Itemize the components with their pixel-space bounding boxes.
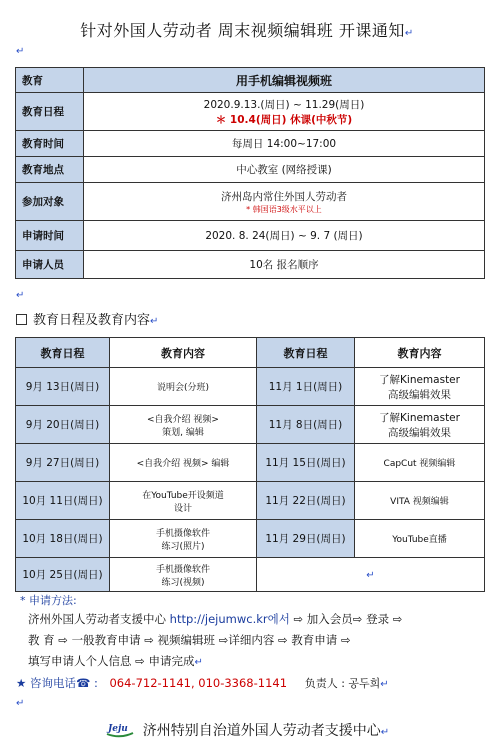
paragraph-mark: ↵ xyxy=(16,290,25,301)
content-line: 策划, 编辑 xyxy=(162,427,204,438)
row-content-right xyxy=(355,520,485,558)
section-title-text: 教育日程及教育内容 xyxy=(33,313,151,328)
empty-cell xyxy=(257,558,485,592)
content-line: YouTube直播 xyxy=(392,535,447,545)
row-date-right: 11月 8日(周日) xyxy=(257,406,355,444)
row-date-right: 11月 22日(周日) xyxy=(257,482,355,520)
content-line: 了解Kinemaster xyxy=(379,411,460,424)
people-value: 10名 报名顺序 xyxy=(84,251,485,279)
table-row xyxy=(16,482,485,520)
paragraph-mark: ↵ xyxy=(380,679,389,690)
contact-label: ★ 咨询电话☎ : xyxy=(16,676,98,690)
row-date-left: 9月 13日(周日) xyxy=(16,368,110,406)
col-header-content-1: 教育内容 xyxy=(110,338,257,368)
paragraph-mark: ↵ xyxy=(150,316,159,327)
paragraph-mark: ↵ xyxy=(380,727,390,738)
target-line1: 济州岛内常住外国人劳动者 xyxy=(221,190,347,203)
content-line: 高级编辑效果 xyxy=(388,388,451,401)
content-line: 说明会(分班) xyxy=(156,383,210,393)
apply-line-3 xyxy=(28,653,203,669)
content-line: 练习(视频) xyxy=(161,577,205,588)
page-title xyxy=(0,18,494,41)
row-content-left xyxy=(110,444,257,482)
info-header-value: 用手机编辑视频班 xyxy=(84,68,485,93)
center-url-link[interactable]: http://jejumwc.kr에서 xyxy=(169,612,290,626)
people-label: 申请人员 xyxy=(16,251,84,279)
contact-line xyxy=(16,675,389,691)
schedule-line2: ＊ 10.4(周日) 休课(中秋节) xyxy=(215,113,353,126)
place-label: 教育地点 xyxy=(16,157,84,183)
title-text: 针对外国人劳动者 周末视频编辑班 开课通知 xyxy=(80,21,405,40)
apply-line-2: 教 育 ⇨ 一般教育申请 ⇨ 视频编辑班 ⇨详细内容 ⇨ 教育申请 ⇨ xyxy=(28,633,351,647)
content-line: 练习(照片) xyxy=(161,541,205,552)
row-date-left: 10月 25日(周日) xyxy=(16,558,110,592)
table-row xyxy=(16,444,485,482)
col-header-date-2: 教育日程 xyxy=(257,338,355,368)
row-content-left xyxy=(110,406,257,444)
apply-line-1 xyxy=(28,611,402,627)
schedule-table xyxy=(15,337,485,592)
table-row xyxy=(16,406,485,444)
content-line: <自我介绍 视频> 编辑 xyxy=(136,459,230,469)
info-table xyxy=(15,67,485,279)
apply-steps-3: 填写申请人个人信息 ⇨ 申请完成 xyxy=(28,654,195,668)
checkbox-icon xyxy=(16,314,27,325)
info-header-label: 教育 xyxy=(16,68,84,93)
row-content-right xyxy=(355,444,485,482)
target-value xyxy=(84,183,485,221)
row-date-right: 11月 15日(周日) xyxy=(257,444,355,482)
row-date-left: 9月 27日(周日) xyxy=(16,444,110,482)
time-label: 教育时间 xyxy=(16,131,84,157)
time-value: 每周日 14:00~17:00 xyxy=(84,131,485,157)
content-line: 手机摄像软件 xyxy=(155,564,210,575)
paragraph-mark: ↵ xyxy=(16,698,25,709)
logo-text: Jeju xyxy=(107,724,128,734)
paragraph-mark: ↵ xyxy=(194,657,203,668)
contact-phones: 064-712-1141, 010-3368-1141 xyxy=(109,676,288,690)
target-label: 参加对象 xyxy=(16,183,84,221)
content-line: 了解Kinemaster xyxy=(379,373,460,386)
row-date-right: 11月 29日(周日) xyxy=(257,520,355,558)
apply-value: 2020. 8. 24(周日) ~ 9. 7 (周日) xyxy=(84,221,485,251)
contact-manager: 负责人 : 공두희 xyxy=(304,677,381,690)
table-row xyxy=(16,368,485,406)
row-date-left: 10月 18日(周日) xyxy=(16,520,110,558)
paragraph-mark: ↵ xyxy=(404,28,414,39)
paragraph-mark: ↵ xyxy=(16,46,25,57)
content-line: 设计 xyxy=(173,503,192,514)
row-content-left xyxy=(110,520,257,558)
content-line: VITA 视频编辑 xyxy=(390,497,449,507)
footer xyxy=(0,720,494,740)
apply-method-label: * 申请方法: xyxy=(20,594,77,607)
row-date-left: 9月 20日(周日) xyxy=(16,406,110,444)
apply-label: 申请时间 xyxy=(16,221,84,251)
apply-steps-1: ⇨ 加入会员⇨ 登录 ⇨ xyxy=(293,612,403,626)
content-line: 高级编辑效果 xyxy=(388,426,451,439)
jeju-logo-icon xyxy=(105,722,135,738)
content-line: 手机摄像软件 xyxy=(155,528,210,539)
row-content-left xyxy=(110,558,257,592)
col-header-content-2: 教育内容 xyxy=(355,338,485,368)
schedule-label: 教育日程 xyxy=(16,93,84,131)
paragraph-mark: ↵ xyxy=(366,569,375,581)
col-header-date-1: 教育日程 xyxy=(16,338,110,368)
schedule-line1: 2020.9.13.(周日) ~ 11.29(周日) xyxy=(203,98,365,111)
row-content-right xyxy=(355,482,485,520)
content-line: <自我介绍 视频> xyxy=(147,414,219,425)
schedule-value xyxy=(84,93,485,131)
section-title xyxy=(16,309,158,328)
content-line: CapCut 视频编辑 xyxy=(383,459,456,469)
row-content-right xyxy=(355,368,485,406)
center-name: 济州外国人劳动者支援中心 xyxy=(28,612,166,626)
row-content-left xyxy=(110,482,257,520)
place-value: 中心教室 (网络授课) xyxy=(84,157,485,183)
row-content-right xyxy=(355,406,485,444)
row-date-left: 10月 11日(周日) xyxy=(16,482,110,520)
row-content-left xyxy=(110,368,257,406)
table-row xyxy=(16,558,485,592)
table-row xyxy=(16,520,485,558)
target-line2: * 韩国语3级水平以上 xyxy=(246,204,322,214)
org-name: 济州特别自治道外国人劳动者支援中心 xyxy=(142,723,381,739)
content-line: 在YouTube开设频道 xyxy=(142,490,224,501)
row-date-right: 11月 1日(周日) xyxy=(257,368,355,406)
